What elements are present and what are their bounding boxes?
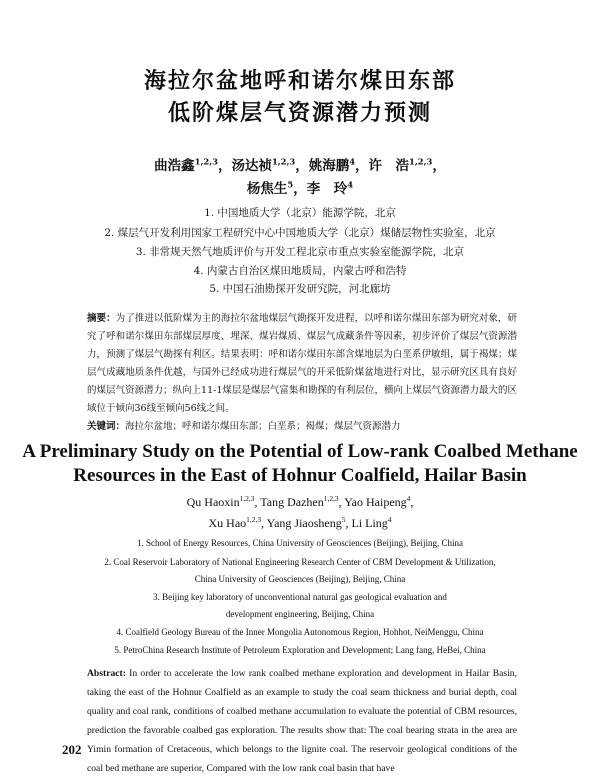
- author-separator: ,: [261, 516, 267, 530]
- author: [307, 181, 353, 197]
- author-separator: ，: [217, 158, 232, 174]
- english-authors-line-1: [0, 494, 600, 510]
- english-affiliation-4: 4. Coalfield Geology Bureau of the Inner Mongolia Autonomous Region, Hohhot, NeiMenggu, China: [116, 627, 484, 637]
- author: [260, 495, 344, 509]
- author: [267, 516, 352, 530]
- author-affiliation-marker: 1,2,3: [323, 494, 339, 503]
- chinese-keywords-text: 海拉尔盆地；呼和诺尔煤田东部；白垩系；褐煤；煤层气资源潜力: [125, 421, 401, 432]
- english-affiliation-3: 3. Beijing key laboratory of unconventional natural gas geological evaluation and: [153, 592, 447, 602]
- english-abstract-text: In order to accelerate the low rank coalbed methane exploration and development in Hailar Basin, taking the east of the Hohnur Coalfield as an example to study the coal seam thickness and burial depth, coal quality and coal rank, conditions of coalbed methane accumulation to evaluate the potential of CBM resources, prediction the favorable coalbed gas exploration. The results show that: The coal bearing strata in the area are Yimin formation of Cretaceous, which belongs to the lignite coal. The reservoir geological conditions of the coal bed methane are superior, Compared with the low rank coal basin that have: [87, 668, 518, 774]
- author-separator: ，: [432, 158, 446, 174]
- author-affiliation-marker: 1,2,3: [271, 156, 296, 167]
- author-affiliation-marker: 5: [341, 515, 346, 524]
- chinese-authors-line-1: [0, 154, 600, 174]
- english-title-line-2: Resources in the East of Hohnur Coalfield, Hailar Basin: [73, 465, 527, 486]
- chinese-abstract: [87, 310, 517, 436]
- author-name: 姚海鹏: [308, 158, 350, 174]
- english-affiliation-2-cont: China University of Geosciences (Beijing), Beijing, China: [194, 574, 406, 584]
- author: [231, 158, 308, 174]
- author-name: 汤达祯: [231, 158, 272, 174]
- english-abstract-label: Abstract:: [87, 668, 126, 679]
- author-name: Qu Haoxin: [186, 495, 240, 509]
- chinese-title-line-1: 海拉尔盆地呼和诺尔煤田东部: [143, 69, 456, 94]
- author-affiliation-marker: 1,2,3: [239, 494, 255, 503]
- chinese-affiliation-5: 5. 中国石油勘探开发研究院，河北廊坊: [209, 283, 391, 295]
- author-separator: ，: [295, 158, 309, 174]
- author-name: 杨焦生: [246, 181, 288, 197]
- author: [209, 516, 267, 530]
- author-affiliation-marker: 4: [347, 179, 354, 190]
- author: [154, 158, 231, 174]
- author: [187, 495, 261, 509]
- author-affiliation-marker: 1,2,3: [246, 515, 262, 524]
- author-name: Yao Haipeng: [344, 495, 407, 509]
- chinese-affiliation-1: 1. 中国地质大学（北京）能源学院，北京: [204, 207, 396, 219]
- chinese-abstract-label: 摘要：: [87, 313, 116, 324]
- author-name: Xu Hao: [208, 516, 247, 530]
- author: [247, 181, 307, 197]
- author-separator: ,: [345, 516, 352, 530]
- author-separator: ,: [338, 495, 345, 509]
- chinese-affiliation-3: 3. 非常规天然气地质评价与开发工程北京市重点实验室能源学院，北京: [135, 246, 465, 258]
- english-abstract: [87, 664, 517, 778]
- author-separator: ，: [355, 158, 369, 174]
- chinese-authors-line-2: [0, 177, 600, 197]
- author: [344, 495, 413, 509]
- chinese-abstract-text: 为了推进以低阶煤为主的海拉尔盆地煤层气勘探开发进程，以呼和诺尔煤田东部为研究对象，研究了呼和诺尔煤田东部煤层厚度、埋深、煤岩煤质、煤层气成藏条件等因素，初步评价了煤层气资源潜力，预测了煤层气勘探有利区。结果表明：呼和诺尔煤田东部含煤地层为白垩系伊敏组，属于褐煤；煤层气成藏地质条件优越，与国外已经成功进行煤层气的开采低阶煤盆地进行对比，显示研究区具有良好的煤层气资源潜力；纵向上11-1煤层是煤层气富集和勘探的有利层位，横向上煤层气资源潜力最大的区域位于倾向36线至倾向56线之间。: [87, 313, 517, 414]
- author-name: Li Ling: [351, 516, 388, 530]
- chinese-affiliation-4: 4. 内蒙古自治区煤田地质局，内蒙古呼和浩特: [193, 265, 407, 277]
- author: [351, 516, 391, 530]
- author-name: 曲浩鑫: [154, 158, 195, 174]
- author-separator: ,: [410, 495, 414, 509]
- author-separator: ,: [254, 495, 261, 509]
- chinese-title-line-2: 低阶煤层气资源潜力预测: [167, 101, 432, 126]
- author-name: Yang Jiaosheng: [266, 516, 342, 530]
- author-affiliation-marker: 1,2,3: [409, 156, 433, 167]
- page-number: 202: [62, 742, 82, 757]
- author-affiliation-marker: 5: [287, 179, 294, 190]
- author-affiliation-marker: 4: [387, 515, 392, 524]
- chinese-keywords-label: 关键词：: [87, 421, 126, 432]
- author-name: Tang Dazhen: [260, 495, 324, 509]
- english-affiliation-3-cont: development engineering, Beijing, China: [225, 609, 375, 619]
- english-affiliation-2: 2. Coal Reservoir Laboratory of National Engineering Research Center of CBM Development & Utilization,: [104, 557, 496, 567]
- chinese-affiliation-2: 2. 煤层气开发利用国家工程研究中心中国地质大学（北京）煤储层物性实验室，北京: [104, 227, 496, 239]
- english-affiliation-1: 1. School of Energy Resources, China University of Geosciences (Beijing), Beijing, China: [136, 538, 464, 548]
- english-authors-line-2: [0, 515, 600, 531]
- author-name: 李 玲: [306, 181, 348, 197]
- author-name: 许 浩: [368, 158, 410, 174]
- author-affiliation-marker: 1,2,3: [194, 156, 218, 167]
- english-affiliation-5: 5. PetroChina Research Institute of Petroleum Exploration and Development; Lang fang, HeBei, China: [114, 645, 486, 655]
- author-separator: ，: [293, 181, 307, 197]
- author-affiliation-marker: 4: [406, 494, 411, 503]
- author: [369, 158, 446, 174]
- author: [309, 158, 369, 174]
- english-title-line-1: A Preliminary Study on the Potential of Low-rank Coalbed Methane: [22, 441, 578, 462]
- author-affiliation-marker: 4: [349, 156, 356, 167]
